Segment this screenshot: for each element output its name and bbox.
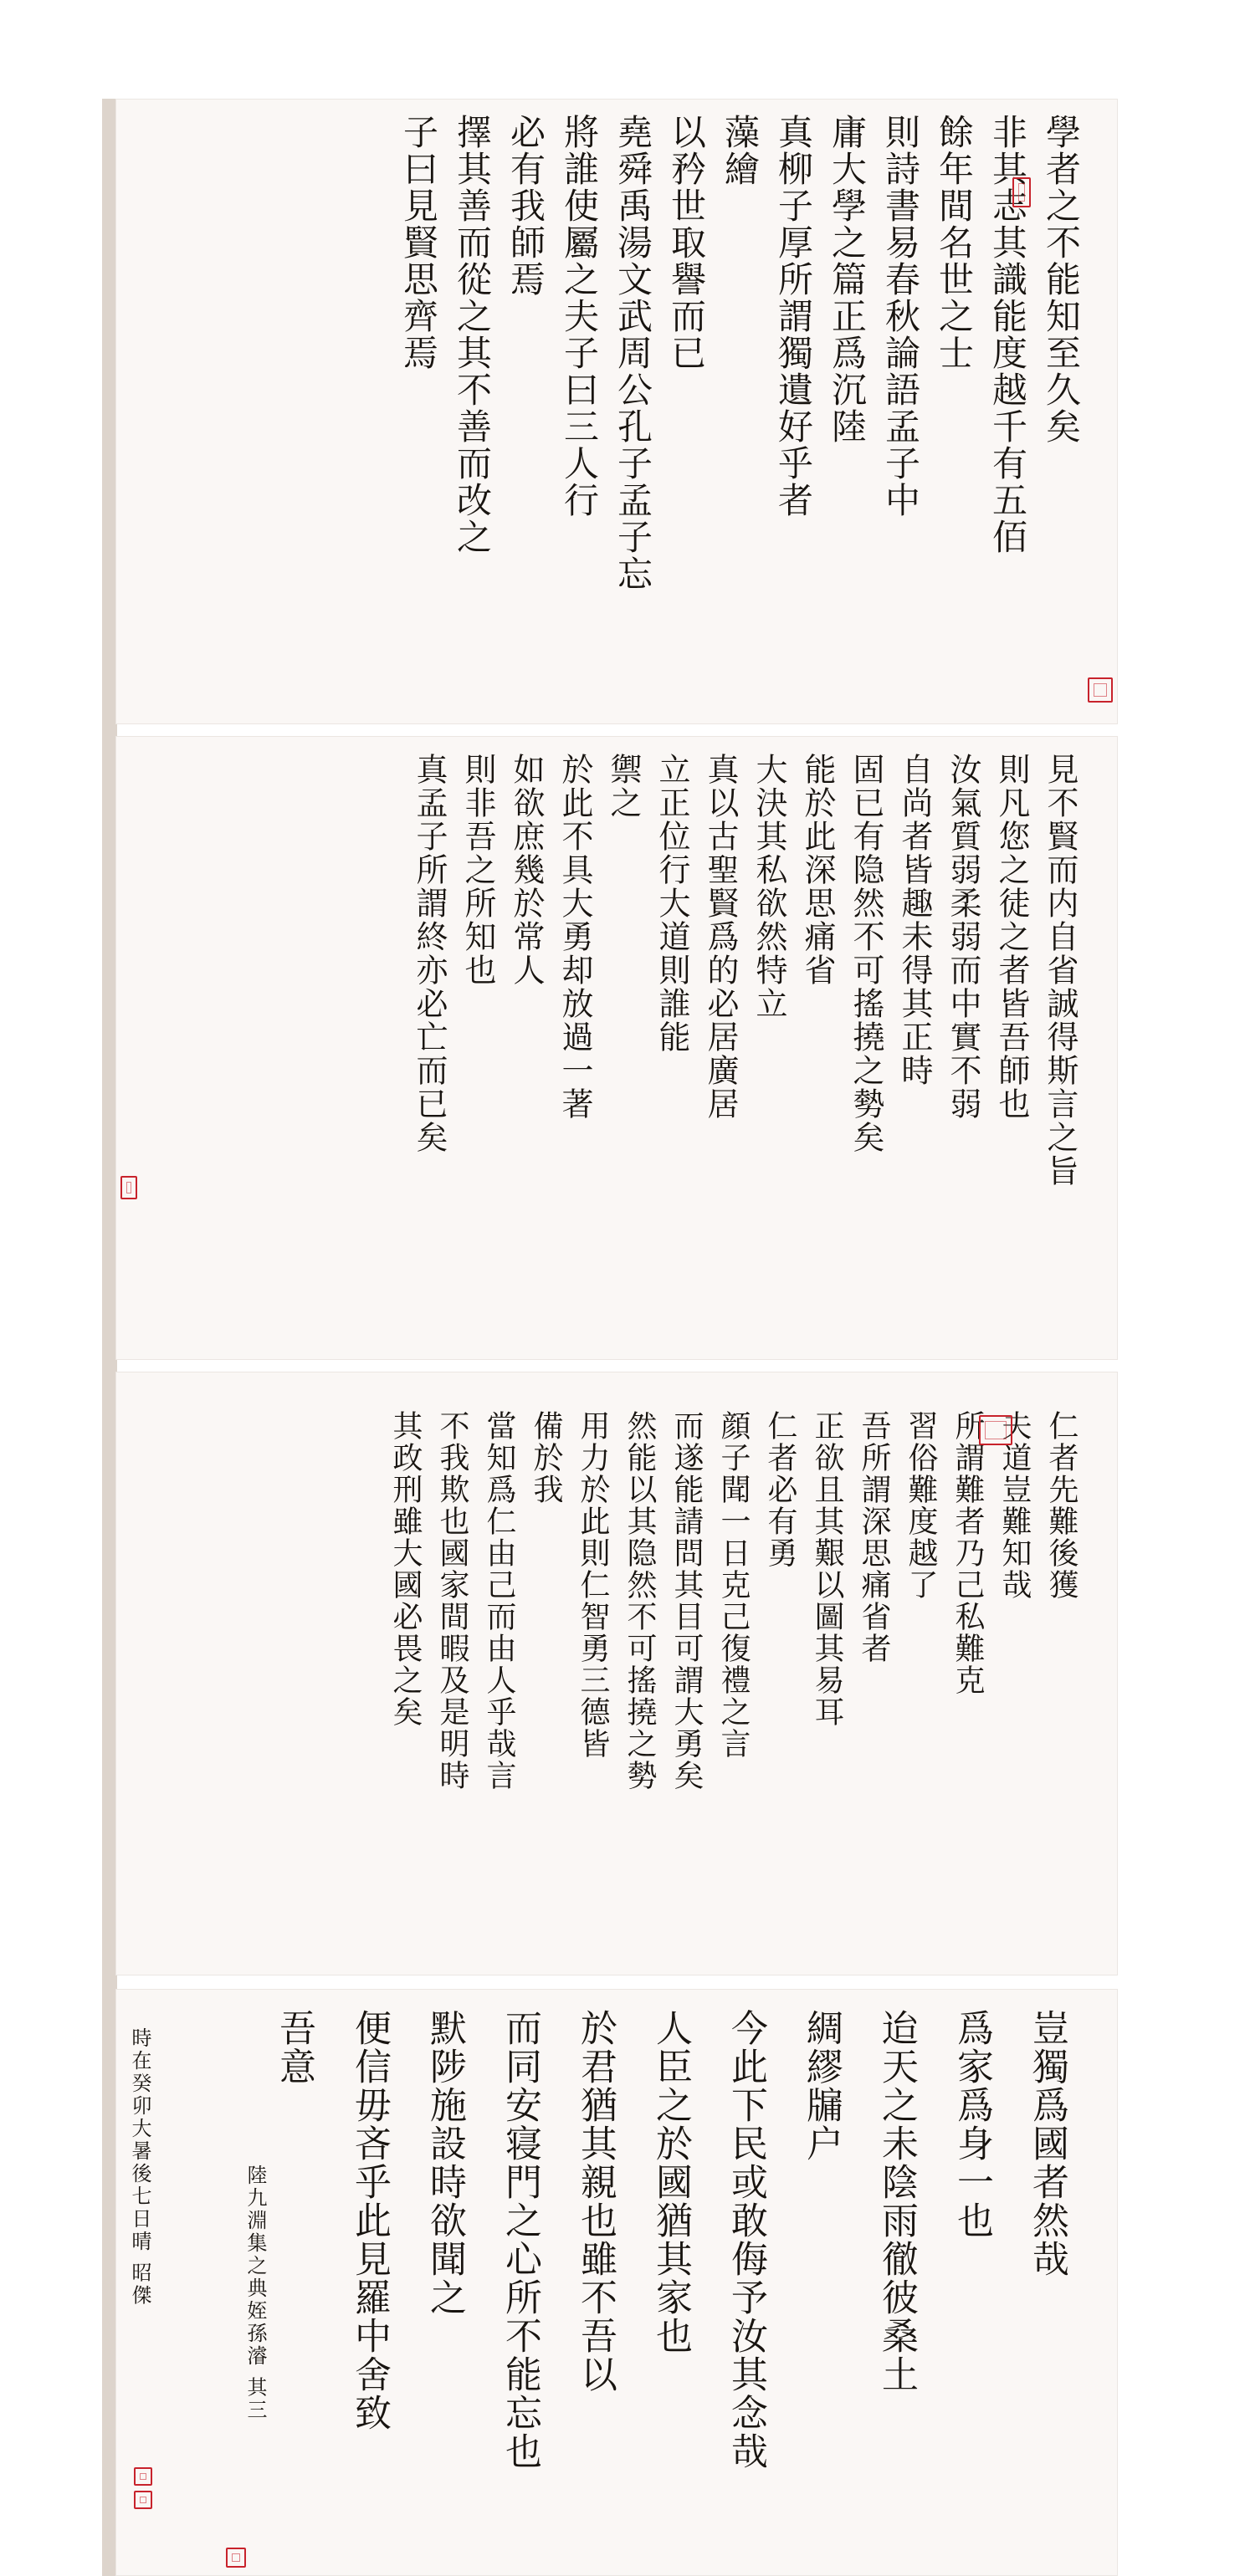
- column: 然能以其隐然不可搖撓之勢: [622, 1410, 657, 1791]
- column: 大決其私欲然特立: [751, 753, 787, 1020]
- column: 而遂能請問其目可謂大勇矣: [669, 1410, 704, 1791]
- column: 自尚者皆趣未得其正時: [896, 753, 933, 1087]
- column: 習俗難度越了: [904, 1410, 938, 1601]
- column: 人臣之於國猶其家也: [649, 2009, 692, 2355]
- column: 吾所謂深思痛省者: [857, 1410, 891, 1664]
- column: 備於我: [529, 1410, 563, 1505]
- seal-mark: [120, 1176, 137, 1199]
- column: 於此不具大勇却放過一著: [556, 753, 593, 1121]
- column: 堯舜禹湯文武周公孔子孟子忘: [612, 114, 653, 592]
- column: 真孟子所謂終亦必亡而已矣: [411, 753, 448, 1154]
- column: 餘年間名世之士: [934, 114, 975, 371]
- column: 固已有隐然不可搖撓之勢矣: [848, 753, 884, 1154]
- column: 仁者先難後獲: [1044, 1410, 1078, 1601]
- column: 子曰見賢思齊焉: [398, 114, 439, 371]
- column: 真以古聖賢爲的必居廣居: [702, 753, 739, 1121]
- column: 爲家爲身一也: [950, 2009, 993, 2240]
- column: 立正位行大道則誰能: [653, 753, 690, 1054]
- column: 則詩書易春秋論語孟子中: [880, 114, 921, 519]
- column: 則凡您之徒之者皆吾師也: [993, 753, 1030, 1121]
- column: 便信毋吝乎此見羅中舍致: [348, 2009, 391, 2432]
- column: 真柳子厚所謂獨遺好乎者: [773, 114, 814, 519]
- column: 夫道豈難知哉: [997, 1410, 1032, 1601]
- column: 汝氣質弱柔弱而中實不弱: [945, 753, 981, 1121]
- column: 當知爲仁由己而由人乎哉言: [482, 1410, 516, 1791]
- calligraphy-panel-3: [115, 1372, 1118, 1975]
- column: 吾意: [273, 2009, 315, 2086]
- calligraphy-panel-4: [115, 1989, 1118, 2576]
- column: 將誰使屬之夫子曰三人行: [559, 114, 600, 519]
- column: 豈獨爲國者然哉: [1026, 2009, 1068, 2278]
- column: 仁者必有勇: [763, 1410, 797, 1569]
- column: 所謂難者乃己私難克: [950, 1410, 985, 1696]
- column: 默陟施設時欲聞之: [423, 2009, 466, 2317]
- column: 綢繆牖户: [800, 2009, 843, 2163]
- column: 於君猶其親也雖不吾以: [574, 2009, 617, 2394]
- column: 學者之不能知至久矣: [1041, 114, 1082, 445]
- seal-mark: [226, 2548, 246, 2568]
- calligraphy-panel-1: [115, 99, 1118, 724]
- column: 正欲且其艱以圖其易耳: [810, 1410, 844, 1728]
- column: 不我欺也國家間暇及是明時: [435, 1410, 469, 1791]
- column: 庸大學之篇正爲沉陸: [827, 114, 868, 445]
- column: 能於此深思痛省: [799, 753, 836, 987]
- column: 見不賢而内自省誠得斯言之旨: [1042, 753, 1078, 1188]
- seal-mark: [134, 2467, 152, 2486]
- seal-mark: [1088, 677, 1113, 703]
- column: 非其志其識能度越千有五佰: [987, 114, 1028, 555]
- panel-2-text: [115, 736, 1118, 1360]
- column: 其政刑雖大國必畏之矣: [388, 1410, 423, 1728]
- seal-mark: [134, 2491, 152, 2509]
- calligraphy-panel-2: [115, 736, 1118, 1360]
- column: 用力於此則仁智勇三德皆: [576, 1410, 610, 1760]
- column: 而同安寝門之心所不能忘也: [499, 2009, 541, 2471]
- column: 如欲庶幾於常人: [508, 753, 545, 987]
- column: 必有我師焉: [505, 114, 546, 298]
- column: 禦之: [605, 753, 642, 820]
- date-inscription: 時在癸卯大暑後七日晴 昭傑: [128, 2027, 151, 2308]
- seal-mark: [979, 1415, 1012, 1445]
- column: 藻繪: [720, 114, 761, 187]
- column: 擇其善而從之其不善而改之: [452, 114, 493, 555]
- column: 顔子聞一日克己復禮之言: [716, 1410, 751, 1760]
- signature: 陸九淵集之典姪孫濬 其三: [243, 2165, 267, 2422]
- panel-3-text: [115, 1372, 1118, 1975]
- column: 以矜世取譽而已: [666, 114, 707, 371]
- column: 迨天之未陰雨徹彼桑土: [875, 2009, 918, 2394]
- column: 今此下民或敢侮予汝其念哉: [725, 2009, 767, 2471]
- column: 則非吾之所知也: [459, 753, 496, 987]
- seal-mark: [1012, 177, 1031, 207]
- panel-1-text: [115, 99, 1118, 724]
